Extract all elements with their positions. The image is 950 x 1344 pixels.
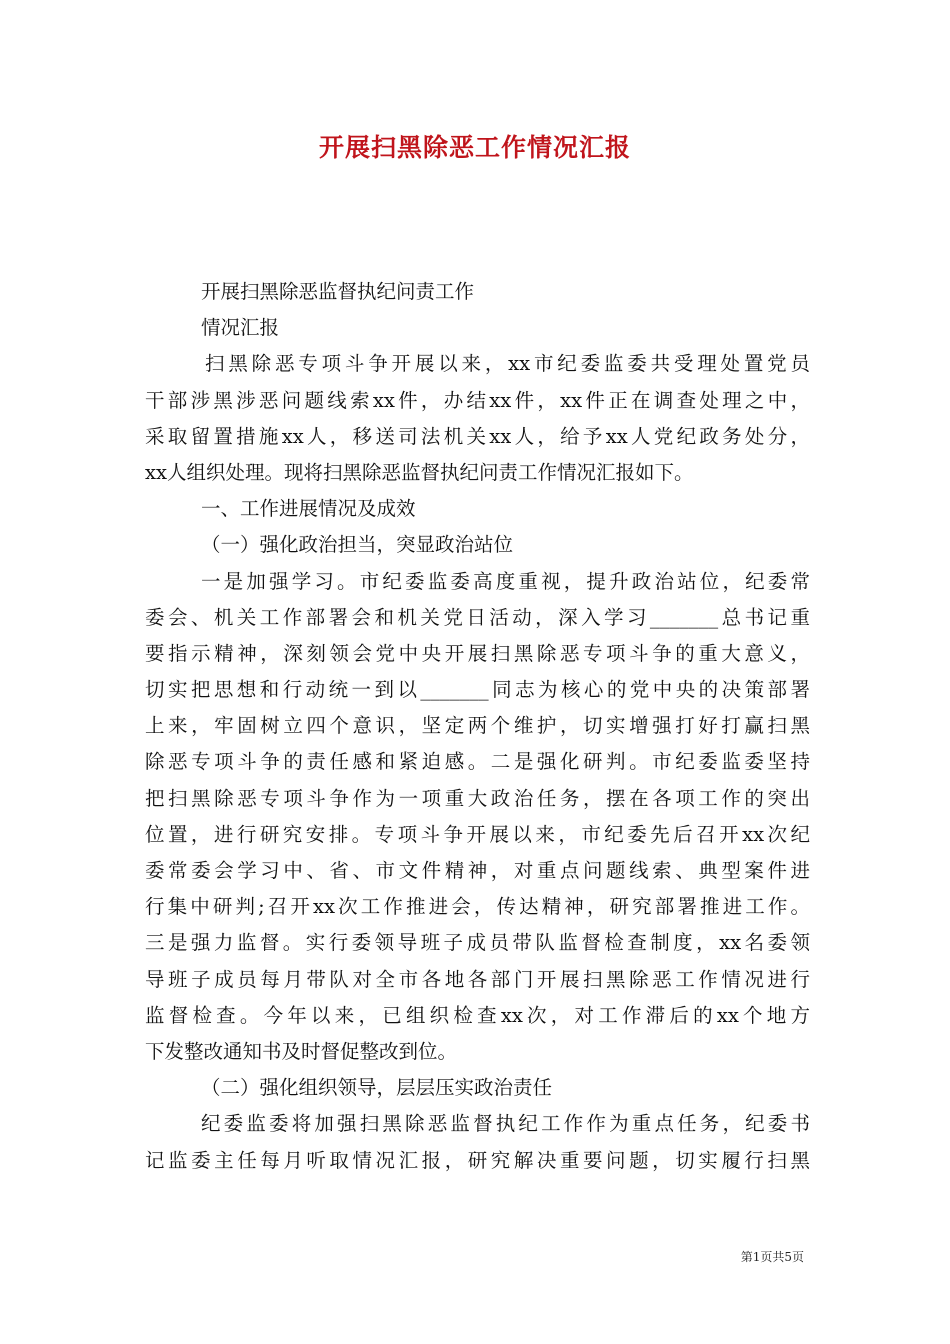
body-line: 扫黑除恶专项斗争开展以来，xx市纪委监委共受理处置党员 bbox=[205, 352, 810, 376]
body-line: （二）强化组织领导，层层压实政治责任 bbox=[201, 1076, 553, 1100]
body-line: 记监委主任每月听取情况汇报，研究解决重要问题，切实履行扫黑 bbox=[145, 1148, 810, 1172]
body-line: 三是强力监督。实行委领导班子成员带队监督检查制度，xx名委领 bbox=[145, 931, 810, 955]
body-line: 除恶专项斗争的责任感和紧迫感。二是强化研判。市纪委监委坚持 bbox=[145, 750, 810, 774]
body-line: 一、工作进展情况及成效 bbox=[201, 497, 416, 521]
body-line: 要指示精神，深刻领会党中央开展扫黑除恶专项斗争的重大意义， bbox=[145, 641, 810, 665]
document-body bbox=[145, 274, 810, 1179]
body-line: （一）强化政治担当，突显政治站位 bbox=[201, 533, 514, 557]
body-line: 把扫黑除恶专项斗争作为一项重大政治任务，摆在各项工作的突出 bbox=[145, 786, 810, 810]
body-line: 一是加强学习。市纪委监委高度重视，提升政治站位，纪委常 bbox=[201, 569, 810, 593]
body-line: 委常委会学习中、省、市文件精神，对重点问题线索、典型案件进 bbox=[145, 859, 810, 882]
body-line: 行集中研判;召开xx次工作推进会，传达精神，研究部署推进工作。 bbox=[145, 895, 810, 919]
page-footer: 第1页共5页 bbox=[740, 1250, 804, 1264]
body-line: 位置，进行研究安排。专项斗争开展以来，市纪委先后召开xx次纪 bbox=[145, 822, 810, 846]
body-line: xx人组织处理。现将扫黑除恶监督执纪问责工作情况汇报如下。 bbox=[145, 460, 694, 484]
document-title: 开展扫黑除恶工作情况汇报 bbox=[318, 133, 631, 162]
body-line: 导班子成员每月带队对全市各地各部门开展扫黑除恶工作情况进行 bbox=[145, 967, 810, 991]
body-line: 切实把思想和行动统一到以_______同志为核心的党中央的决策部署 bbox=[145, 678, 810, 702]
body-line: 监督检查。今年以来，已组织检查xx次，对工作滞后的xx个地方 bbox=[145, 1003, 810, 1027]
body-line: 下发整改通知书及时督促整改到位。 bbox=[145, 1039, 458, 1063]
body-line: 委会、机关工作部署会和机关党日活动，深入学习_______总书记重 bbox=[145, 605, 810, 629]
body-line: 情况汇报 bbox=[201, 316, 280, 340]
body-line: 采取留置措施xx人，移送司法机关xx人，给予xx人党纪政务处分， bbox=[145, 424, 810, 448]
body-line: 开展扫黑除恶监督执纪问责工作 bbox=[201, 280, 475, 303]
body-line: 干部涉黑涉恶问题线索xx件，办结xx件，xx件正在调查处理之中， bbox=[145, 388, 810, 412]
body-line: 纪委监委将加强扫黑除恶监督执纪工作作为重点任务，纪委书 bbox=[201, 1112, 810, 1136]
body-line: 上来，牢固树立四个意识，坚定两个维护，切实增强打好打赢扫黑 bbox=[145, 714, 810, 738]
